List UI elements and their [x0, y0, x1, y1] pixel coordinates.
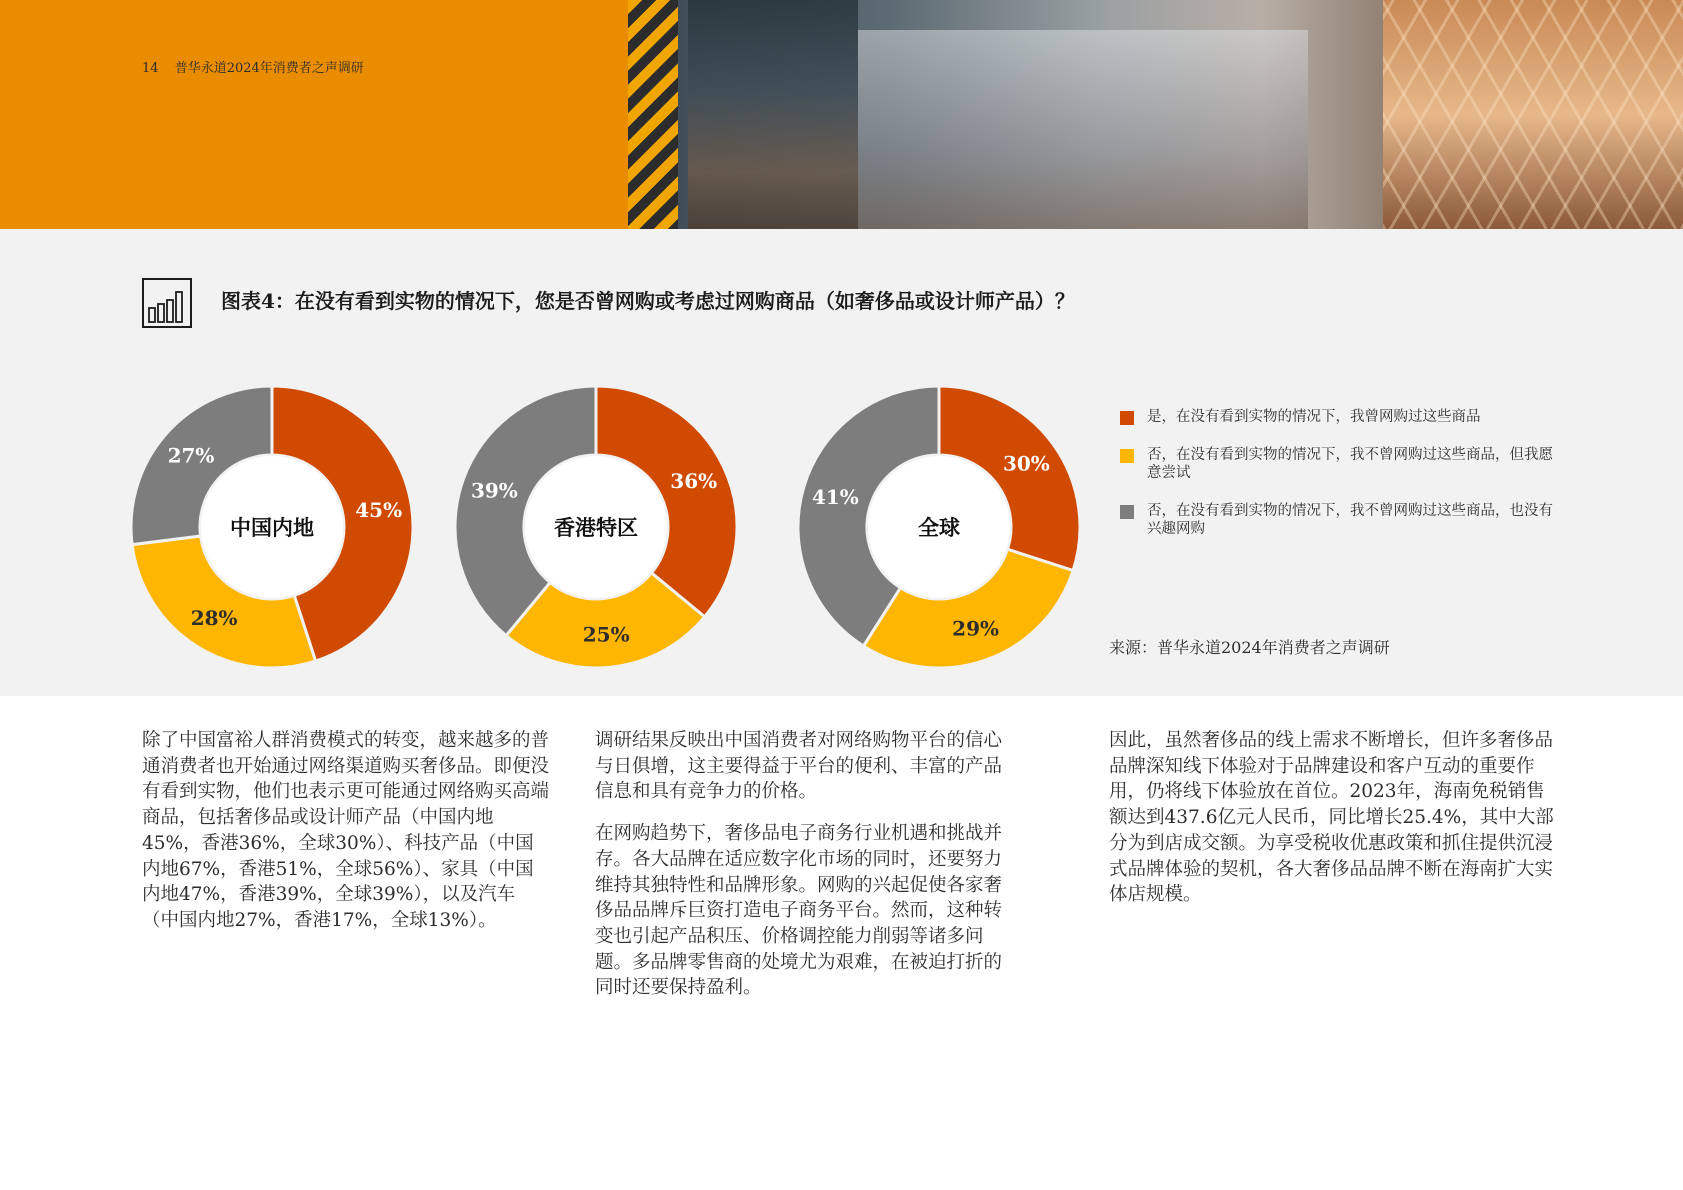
- paragraph: 在网购趋势下，奢侈品电子商务行业机遇和挑战并存。各大品牌在适应数字化市场的同时，还要努力维持其独特性和品牌形象。网购的兴起促使各家奢侈品品牌斥巨资打造电子商务平台。然而，这种转变也引起产品积压、价格调控能力削弱等诸多问题。多品牌零售商的处境尤为艰难，在被迫打折的同时还要保持盈利。: [595, 823, 1003, 999]
- slice-label: 39%: [470, 478, 518, 503]
- slice-label: 29%: [952, 616, 1000, 641]
- publication-title: 普华永道2024年消费者之声调研: [174, 61, 364, 76]
- legend-item-willing: [1120, 446, 1560, 482]
- legend-swatch: [1120, 449, 1134, 463]
- legend-item-yes: [1120, 408, 1560, 426]
- chart-legend: [1120, 408, 1560, 558]
- legend-label: 否，在没有看到实物的情况下，我不曾网购过这些商品，但我愿意尝试: [1147, 447, 1553, 481]
- slice-label: 27%: [167, 443, 215, 468]
- slice-label: 45%: [355, 498, 403, 523]
- figure-source: 来源：普华永道2024年消费者之声调研: [1109, 638, 1390, 657]
- donut-center-label: 全球: [918, 516, 960, 540]
- paragraph: 调研结果反映出中国消费者对网络购物平台的信心与日俱增，这主要得益于平台的便利、丰富的产品信息和具有竞争力的价格。: [595, 730, 1003, 803]
- paragraph: 除了中国富裕人群消费模式的转变，越来越多的普通消费者也开始通过网络渠道购买奢侈品。即便没有看到实物，他们也表示更可能通过网络购买高端商品，包括奢侈品或设计师产品（中国内地45%，香港36%，全球30%）、科技产品（中国内地67%，香港51%，全球56%）、家具（中国内地47%，香港39%，全球39%），以及汽车（中国内地27%，香港17%，全球13%）。: [142, 730, 550, 931]
- slice-label: 41%: [811, 484, 859, 509]
- body-column-2: [595, 728, 1015, 1017]
- donut-center-label: 中国内地: [230, 516, 314, 540]
- figure-title: 图表4：在没有看到实物的情况下，您是否曾网购或考虑过网购商品（如奢侈品或设计师产品）？: [221, 289, 1075, 313]
- slice-label: 25%: [582, 622, 630, 647]
- slice-label: 30%: [1002, 451, 1050, 476]
- paragraph: 因此，虽然奢侈品的线上需求不断增长，但许多奢侈品品牌深知线下体验对于品牌建设和客户互动的重要作用，仍将线下体验放在首位。2023年，海南免税销售额达到437.6亿元人民币，同比增长25.4%，其中大部分为到店成交额。为享受税收优惠政策和抓住提供沉浸式品牌体验的契机，各大奢侈品品牌不断在海南扩大实体店规模。: [1109, 730, 1554, 906]
- page-number: 14: [142, 61, 159, 76]
- donut-center-label: 香港特区: [554, 516, 638, 540]
- slice-label: 36%: [670, 469, 718, 494]
- legend-label: 否，在没有看到实物的情况下，我不曾网购过这些商品，也没有兴趣网购: [1147, 503, 1553, 537]
- slice-label: 28%: [190, 606, 238, 631]
- body-column-1: [142, 728, 552, 950]
- legend-swatch: [1120, 411, 1134, 425]
- legend-label: 是，在没有看到实物的情况下，我曾网购过这些商品: [1147, 409, 1481, 425]
- legend-item-not-interested: [1120, 502, 1560, 538]
- legend-swatch: [1120, 505, 1134, 519]
- body-column-3: [1109, 728, 1559, 924]
